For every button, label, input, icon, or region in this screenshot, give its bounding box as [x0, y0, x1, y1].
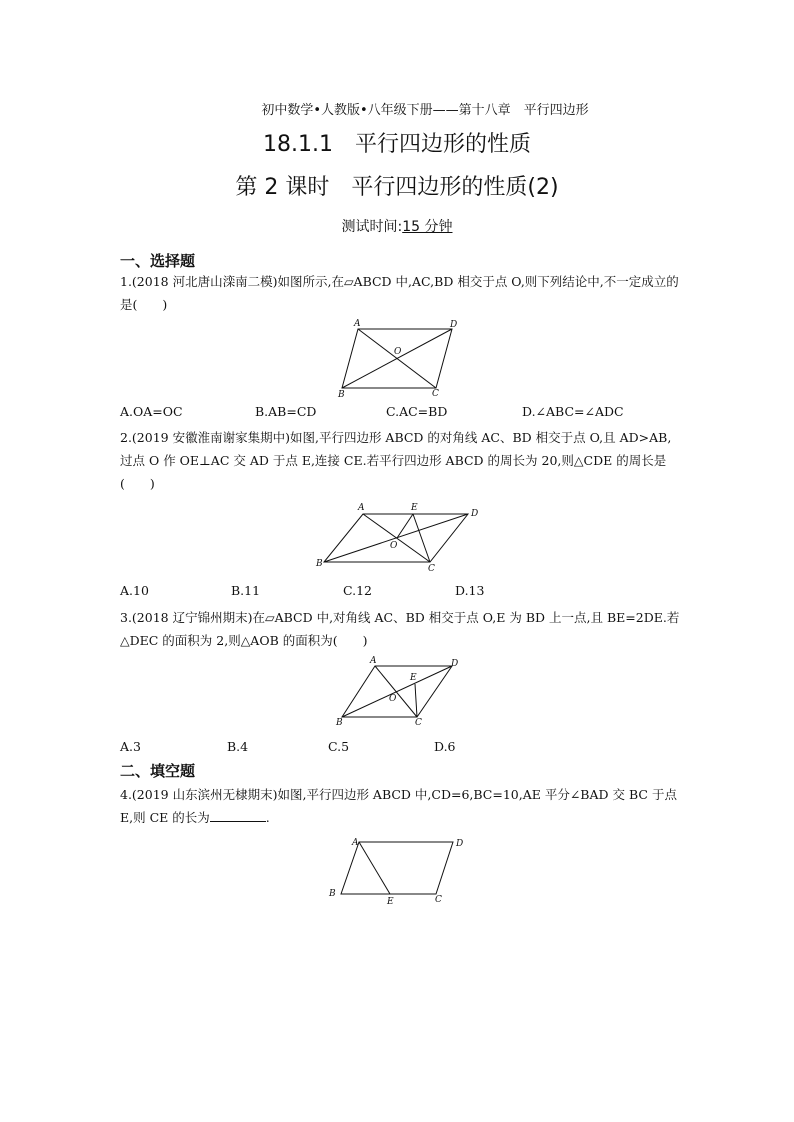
label-d: D [451, 659, 459, 669]
label-e: E [387, 897, 394, 907]
label-b: B [329, 889, 336, 899]
label-e: E [410, 673, 417, 683]
diagonal-bd [342, 329, 452, 388]
label-o: O [389, 694, 397, 704]
option-d[interactable]: D.13 [455, 583, 485, 598]
option-c[interactable]: C.12 [343, 583, 372, 598]
option-b[interactable]: B.11 [231, 583, 261, 598]
option-a[interactable]: A.10 [120, 583, 149, 598]
test-time-label: 测试时间: [341, 219, 403, 235]
option-b[interactable]: B.4 [227, 739, 249, 754]
test-time [0, 216, 794, 236]
label-d: D [450, 320, 458, 330]
question-1-figure [330, 318, 470, 398]
diagonal-bd [324, 514, 468, 562]
option-a[interactable]: A.OA=OC [120, 404, 183, 419]
label-a: A [352, 838, 359, 848]
label-a: A [358, 503, 365, 513]
label-b: B [336, 718, 343, 727]
question-3-figure [332, 655, 462, 727]
section-title: 18.1.1 平行四边形的性质 [263, 132, 531, 157]
label-c: C [428, 564, 435, 572]
label-c: C [415, 718, 422, 727]
option-d[interactable]: D.6 [434, 739, 456, 754]
question-4-end: . [265, 810, 270, 825]
label-d: D [456, 839, 464, 849]
label-b: B [316, 559, 323, 569]
option-b[interactable]: B.AB=CD [255, 404, 317, 419]
option-d[interactable]: D.∠ABC=∠ADC [522, 404, 624, 419]
question-2-figure [310, 500, 490, 572]
question-2-options [120, 583, 680, 603]
question-3-text: 3.(2018 辽宁锦州期末)在▱ABCD 中,对角线 AC、BD 相交于点 O,E 为 BD 上一点,且 BE=2DE.若△DEC 的面积为 2,则△AOB 的面积为( ) [120, 610, 680, 648]
parallelogram-abcd [341, 842, 453, 894]
question-2-text: 2.(2019 安徽淮南谢家集期中)如图,平行四边形 ABCD 的对角线 AC、BD 相交于点 O,且 AD>AB,过点 O 作 OE⊥AC 交 AD 于点 E,连接 CE.若平行四边形 ABCD 的周长为 20,则△CDE 的周长是( ) [120, 430, 672, 491]
label-o: O [390, 541, 398, 551]
section-fill-blank: 二、填空题 [120, 762, 196, 780]
section-multiple-choice: 一、选择题 [120, 252, 196, 270]
test-time-value: 15 分钟 [402, 219, 453, 235]
label-o: O [394, 347, 402, 357]
option-c[interactable]: C.AC=BD [386, 404, 448, 419]
label-c: C [435, 895, 442, 905]
segment-ce [413, 514, 430, 562]
question-4-prompt: 4.(2019 山东滨州无棣期末)如图,平行四边形 ABCD 中,CD=6,BC=10,AE 平分∠BAD 交 BC 于点 E,则 CE 的长为 [120, 787, 677, 825]
question-3-options [120, 739, 680, 759]
page-header: 初中数学•人教版•八年级下册——第十八章 平行四边形 [261, 103, 589, 118]
label-c: C [432, 389, 439, 398]
answer-blank[interactable] [210, 809, 266, 822]
label-e: E [411, 503, 418, 513]
segment-ec [415, 684, 417, 717]
label-a: A [370, 656, 377, 666]
label-d: D [471, 509, 479, 519]
option-a[interactable]: A.3 [120, 739, 141, 754]
question-4-figure [325, 832, 470, 908]
segment-ae [359, 842, 390, 894]
question-1-text: 1.(2018 河北唐山滦南二模)如图所示,在▱ABCD 中,AC,BD 相交于点 O,则下列结论中,不一定成立的是( ) [120, 274, 679, 312]
option-c[interactable]: C.5 [328, 739, 350, 754]
lesson-title: 第 2 课时 平行四边形的性质(2) [235, 175, 559, 200]
label-a: A [354, 319, 361, 329]
question-1-options [120, 404, 680, 424]
label-b: B [338, 390, 345, 398]
question-4-text [120, 783, 680, 829]
segment-oe [397, 514, 413, 538]
